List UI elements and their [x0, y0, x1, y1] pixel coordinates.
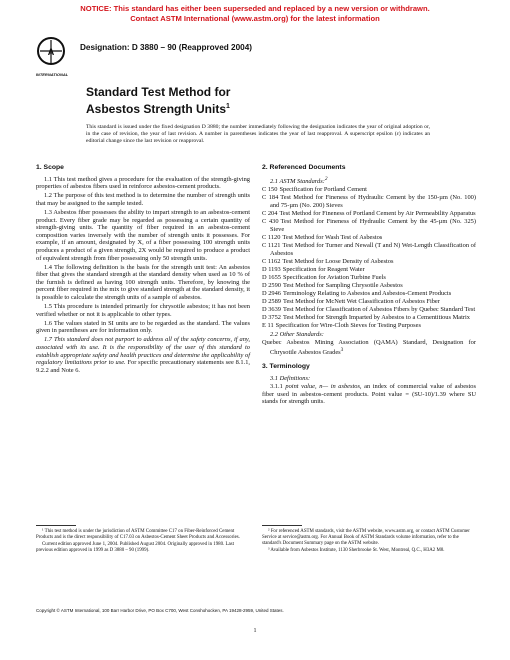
astm-logo-icon: [36, 36, 66, 70]
standard-title: Test Method for Loose Density of Asbestos: [282, 257, 394, 265]
footnote-1: ¹ This test method is under the jurisdiction of ASTM Committee C17 on Fiber-Reinforced Cement Products and is the direct responsibility of C17.03 on Asbestos-Cement Sheet Products and Accessories.: [36, 529, 240, 540]
standard-title: Specification for Reagent Water: [282, 265, 365, 273]
definition-body: an index of commercial value of asbestos fiber used in asbestos-cement products. Point value = (SU-10)/1.39 where SU stands for strength units.: [262, 383, 476, 406]
standard-title: Test Method for Classification of Asbestos Fibers by Quebec Standard Test: [283, 306, 476, 314]
qama-standard: [262, 339, 476, 356]
standard-code: E 11: [262, 322, 274, 330]
definitions-label: 3.1 Definitions:: [270, 374, 311, 382]
standard-title: Test Method for Turner and Newall (T and N) Wet-Length Classification of Asbestos: [270, 241, 477, 257]
document-title: [86, 86, 230, 116]
standard-item: [262, 274, 476, 282]
para-1-5: 1.5 This procedure is intended primarily for chrysotile asbestos; it has not been verified whether or not it is applicable to other types.: [36, 303, 250, 318]
standard-item: [262, 298, 476, 306]
left-column: [36, 162, 250, 376]
standard-item: [262, 314, 476, 322]
title-line-2: [86, 100, 230, 117]
title-footnote-mark: 1: [226, 102, 230, 110]
standard-item: [262, 322, 476, 330]
footnote-1-edition: Current edition approved June 1, 2004. Published August 2004. Originally approved in 1980. Last previous edition approved in 1999 as D 3880 – 90 (1999).: [36, 542, 234, 553]
title-text: Asbestos Strength Units: [86, 101, 227, 116]
standard-item: [262, 186, 476, 194]
standard-item: [262, 290, 476, 298]
standard-item: [262, 306, 476, 314]
standard-code: D 2589: [262, 298, 281, 306]
astm-standards-label: [270, 176, 476, 186]
designation: Designation: D 3880 – 90 (Reapproved 2004): [80, 43, 253, 52]
definition-term: point value, n— in asbestos,: [285, 383, 362, 391]
referenced-documents-heading: 2. Referenced Documents: [262, 164, 346, 171]
standard-code: C 1121: [262, 241, 281, 249]
standard-title: Test Method for Wash Test of Asbestos: [282, 233, 383, 241]
standard-code: C 204: [262, 210, 278, 218]
footnote-rule: [262, 525, 302, 526]
qama-footnote-mark: 3: [340, 346, 344, 353]
standard-title: Terminology Relating to Asbestos and Asbestos-Cement Products: [283, 290, 452, 298]
standard-title: Test Method for Sampling Chrysotile Asbestos: [283, 281, 403, 289]
standard-item: [262, 266, 476, 274]
terminology-heading: 3. Terminology: [262, 362, 310, 370]
footnotes-right: [262, 525, 476, 555]
standard-item: [262, 210, 476, 218]
copyright: Copyright © ASTM International, 100 Barr Harbor Drive, PO Box C700, West Conshohocken, PA 19428-2959, United States.: [36, 608, 284, 613]
supersession-notice: [0, 4, 510, 23]
standard-item: [262, 234, 476, 242]
standard-code: D 2590: [262, 281, 281, 289]
page-number: 1: [253, 628, 257, 634]
standard-title: Test Method for Fineness of Portland Cement by Air Permeability Apparatus: [279, 210, 476, 218]
standard-code: C 184: [262, 194, 279, 202]
footnote-3: ³ Available from Asbestos Institute, 1130 Sherbrooke St. West, Montreal, Q.C., H3A2 M8.: [268, 548, 445, 553]
standard-item: [262, 218, 476, 233]
standard-title: Test Method for Fineness of Hydraulic Cement by the 150-µm (No. 100) and 75-µm (No. 200) Sieves: [270, 194, 476, 209]
standard-code: C 430: [262, 218, 279, 226]
standard-item: [262, 282, 476, 290]
standard-item: [262, 194, 476, 209]
svg-text:A: A: [47, 47, 55, 57]
scope-heading: 1. Scope: [36, 164, 64, 171]
para-1-3: 1.3 Asbestos fiber possesses the ability to impart strength to an asbestos-cement product. Every fiber grade may be regarded as possessing a certain quantity of strength-giving units. The quantity of fiber required in an asbestos-cement composition varies inversely with the number of strength units it possesses. For example, if an amount, designated by X, of a fiber possessing 100 strength units produces a product of a given strength, 2X would be required to produce a product of equivalent strength from fiber possessing only 50 strength units.: [36, 208, 250, 262]
standard-item: [262, 258, 476, 266]
definition-point-value: [262, 383, 476, 406]
standard-code: D 3752: [262, 314, 281, 322]
standard-code: D 1193: [262, 265, 281, 273]
astm-standards-text: 2.1 ASTM Standards:: [270, 177, 325, 185]
notice-line-1: NOTICE: This standard has either been superseded and replaced by a new version or withdrawn.: [80, 4, 430, 13]
definition-number: 3.1.1: [270, 383, 286, 391]
standard-code: C 1162: [262, 257, 281, 265]
other-standards-label: 2.2 Other Standards:: [270, 330, 324, 338]
standard-title: Specification for Wire-Cloth Sieves for Testing Purposes: [275, 322, 421, 330]
logo-caption: INTERNATIONAL: [35, 72, 69, 77]
safety-caution-tail: For specific precautionary statements see 8.1.1, 9.2.2 and Note 6.: [36, 359, 251, 374]
footnotes-left: [36, 525, 250, 555]
standard-title: Test Method for McNett Wet Classification of Asbestos Fiber: [283, 298, 440, 306]
standard-title: Specification for Aviation Turbine Fuels: [283, 273, 386, 281]
standard-code: D 3639: [262, 306, 281, 314]
standard-code: C 1120: [262, 233, 281, 241]
standard-code: D 1655: [262, 273, 281, 281]
qama-text: Quebec Asbestos Mining Association (QAMA) Standard, Designation for Chrysotile Asbestos Grades: [262, 339, 476, 356]
astm-standards-footnote-mark: 2: [324, 175, 328, 182]
title-line-1: Standard Test Method for: [86, 85, 231, 99]
preamble: This standard is issued under the fixed designation D 3880; the number immediately following the designation indicates the year of original adoption or, in the case of revision, the year of last revision. A number in parentheses indicates the year of last reapproval. A superscript epsilon (ε) indicates an editorial change since the last revision or reapproval.: [86, 124, 430, 145]
notice-line-2: Contact ASTM International (www.astm.org) for the latest information: [130, 13, 380, 23]
standard-code: C 150: [262, 186, 278, 194]
standard-code: D 2946: [262, 290, 281, 298]
standards-list: [262, 186, 476, 330]
para-1-2: 1.2 The purpose of this test method is to determine the number of strength units that may be assigned to the sample tested.: [36, 192, 250, 207]
standard-title: Test Method for Strength Imparted by Asbestos to a Cementitious Matrix: [283, 314, 470, 322]
standard-title: Specification for Portland Cement: [279, 186, 367, 194]
para-1-1: 1.1 This test method gives a procedure for the evaluation of the strength-giving properties of asbestos fibers used in reinforce asbestos-cement products.: [36, 175, 250, 191]
footnote-rule: [36, 525, 76, 526]
para-1-6: 1.6 The values stated in SI units are to be regarded as the standard. The values given in parentheses are for information only.: [36, 319, 250, 335]
para-1-4: 1.4 The following definition is the basis for the strength unit test: An asbestos fiber that gives the standard strength at the standard density when used as 10 % of the furnish is defined as having 100 strength units. Therefore, by knowing the percent fiber required in the mix to give standard strength at the standard density, it is possible to calculate the strength units of a sample of asbestos.: [36, 263, 250, 301]
footnote-2: ² For referenced ASTM standards, visit the ASTM website, www.astm.org, or contact ASTM Customer Service at service@astm.org. For Annual Book of ASTM Standards volume information, refer to the standard's Document Summary page on the ASTM website.: [262, 529, 470, 546]
para-1-7: [36, 336, 250, 374]
standard-title: Test Method for Fineness of Hydraulic Cement by the 45-µm (No. 325) Sieve: [270, 218, 476, 233]
standard-item: [262, 242, 476, 257]
safety-caution: 1.7 This standard does not purport to address all of the safety concerns, if any, associated with its use. It is the responsibility of the user of this standard to establish appropriate safety and health practices and determine the applicability of regulatory limitations prior to use.: [36, 336, 250, 367]
right-column: [262, 162, 476, 407]
